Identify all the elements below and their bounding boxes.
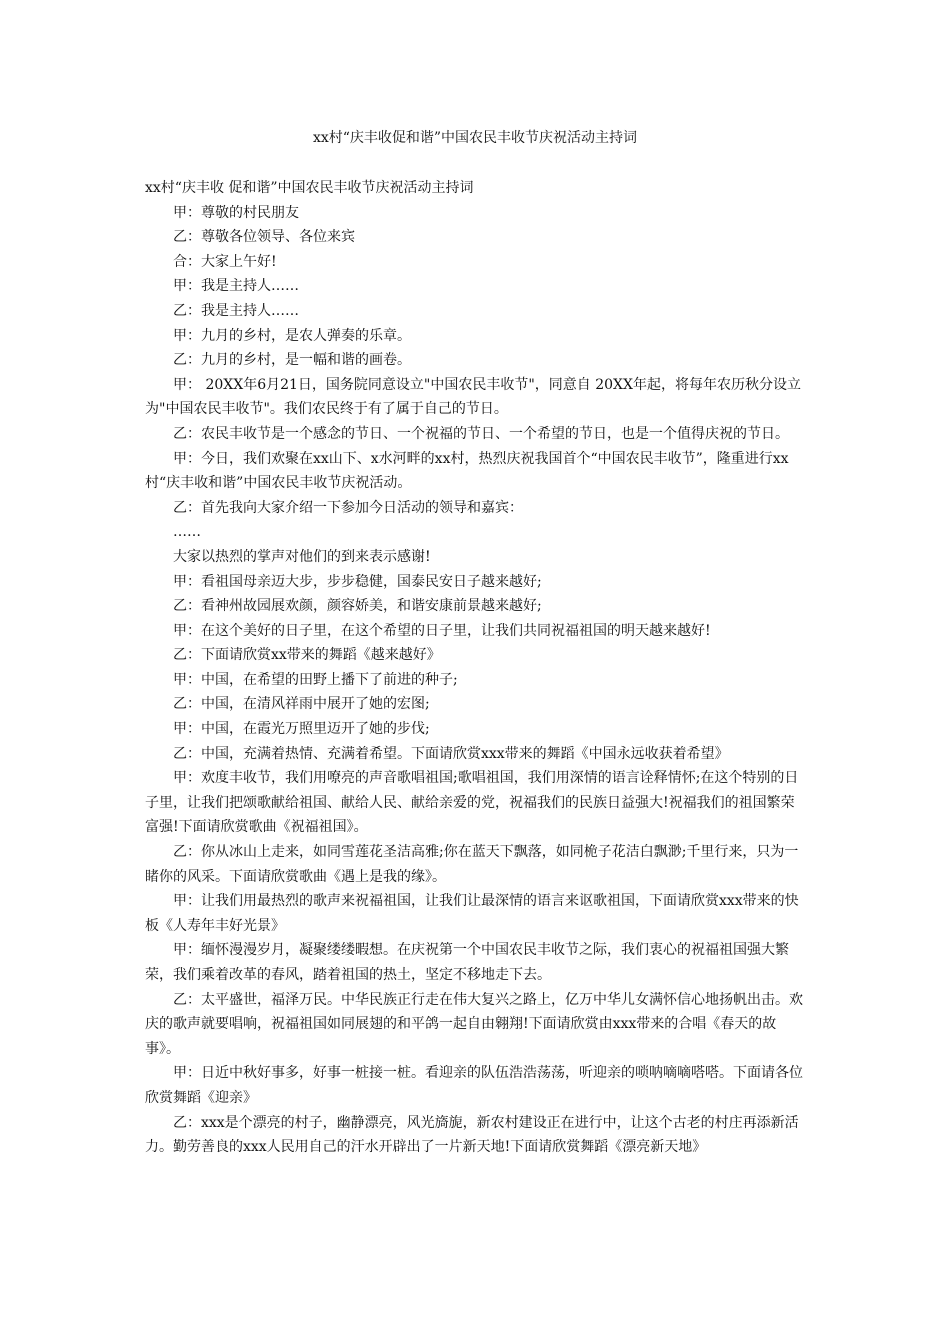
document-title: xx村“庆丰收促和谐”中国农民丰收节庆祝活动主持词 bbox=[312, 130, 638, 146]
paragraph: 合：大家上午好! bbox=[173, 253, 277, 270]
paragraph: 乙：中国，充满着热情、充满着希望。下面请欣赏xxx带来的舞蹈《中国永远收获着希望》 bbox=[173, 745, 729, 762]
paragraph: 乙：尊敬各位领导、各位来宾 bbox=[173, 229, 355, 246]
paragraph: 大家以热烈的掌声对他们的到来表示感谢! bbox=[173, 548, 431, 565]
document-body bbox=[145, 176, 807, 1160]
paragraph: 甲：九月的乡村，是农人弹奏的乐章。 bbox=[173, 327, 411, 344]
paragraph: 甲：日近中秋好事多，好事一桩接一桩。看迎亲的队伍浩浩荡荡，听迎亲的唢呐嘀嘀嗒嗒。下面请各位欣赏舞蹈《迎亲》 bbox=[145, 1065, 803, 1106]
paragraph: 乙：太平盛世，福泽万民。中华民族正行走在伟大复兴之路上，亿万中华儿女满怀信心地扬帆出击。欢庆的歌声就要唱响，祝福祖国如同展翅的和平鸽一起自由翱翔!下面请欣赏由xxx带来的合唱《春天的故事》。 bbox=[145, 991, 803, 1057]
paragraph: 乙：xxx是个漂亮的村子，幽静漂亮，风光旖旎，新农村建设正在进行中，让这个古老的村庄再添新活力。勤劳善良的xxx人民用自己的汗水开辟出了一片新天地!下面请欣赏舞蹈《漂亮新天地》 bbox=[145, 1114, 799, 1156]
paragraph: 乙：我是主持人…… bbox=[173, 302, 299, 319]
paragraph: 甲：在这个美好的日子里，在这个希望的日子里，让我们共同祝福祖国的明天越来越好! bbox=[173, 622, 711, 639]
paragraph: 乙：中国，在清风祥雨中展开了她的宏图; bbox=[173, 696, 430, 713]
paragraph: 甲：看祖国母亲迈大步，步步稳健，国泰民安日子越来越好; bbox=[173, 573, 542, 590]
paragraph: 乙：九月的乡村，是一幅和谐的画卷。 bbox=[173, 352, 411, 369]
paragraph: 甲：让我们用最热烈的歌声来祝福祖国，让我们让最深情的语言来讴歌祖国，下面请欣赏xxx带来的快板《人寿年丰好光景》 bbox=[145, 893, 799, 934]
paragraph: 甲：欢度丰收节，我们用嘹亮的声音歌唱祖国;歌唱祖国，我们用深情的语言诠释情怀;在这个特别的日子里，让我们把颂歌献给祖国、献给人民、献给亲爱的党，祝福我们的民族日益强大!祝福我们的祖国繁荣富强!下面请欣赏歌曲《祝福祖国》。 bbox=[145, 770, 799, 836]
paragraph: 甲：今日，我们欢聚在xx山下、x水河畔的xx村，热烈庆祝我国首个“中国农民丰收节”，隆重进行xx村“庆丰收和谐”中国农民丰收节庆祝活动。 bbox=[145, 450, 789, 492]
paragraph: 甲： 20XX年6月21日，国务院同意设立"中国农民丰收节"，同意自 20XX年起，将每年农历秋分设立为"中国农民丰收节"。我们农民终于有了属于自己的节日。 bbox=[145, 376, 801, 418]
paragraph: 甲：我是主持人…… bbox=[173, 278, 299, 295]
paragraph: 甲：缅怀漫漫岁月，凝聚缕缕暇想。在庆祝第一个中国农民丰收节之际，我们衷心的祝福祖国强大繁荣，我们乘着改革的春风，踏着祖国的热土，坚定不移地走下去。 bbox=[145, 942, 789, 983]
paragraph: 甲：中国，在希望的田野上播下了前进的种子; bbox=[173, 671, 458, 688]
paragraph: 甲：尊敬的村民朋友 bbox=[173, 204, 299, 221]
paragraph: 乙：你从冰山上走来，如同雪莲花圣洁高雅;你在蓝天下飘落，如同桅子花洁白飘渺;千里行来，只为一睹你的风采。下面请欣赏歌曲《遇上是我的缘》。 bbox=[145, 844, 799, 885]
paragraph: 乙：看神州故园展欢颜，颜容娇美，和谐安康前景越来越好; bbox=[173, 598, 542, 615]
paragraph: 乙：下面请欣赏xx带来的舞蹈《越来越好》 bbox=[173, 647, 441, 664]
paragraph: …… bbox=[173, 524, 201, 541]
document-subtitle: xx村“庆丰收 促和谐”中国农民丰收节庆祝活动主持词 bbox=[145, 180, 474, 196]
paragraph: 乙：首先我向大家介绍一下参加今日活动的领导和嘉宾： bbox=[173, 499, 523, 516]
paragraph: 乙：农民丰收节是一个感念的节日、一个祝福的节日、一个希望的节日，也是一个值得庆祝的节日。 bbox=[173, 425, 789, 442]
paragraph: 甲：中国，在霞光万照里迈开了她的步伐; bbox=[173, 721, 430, 738]
